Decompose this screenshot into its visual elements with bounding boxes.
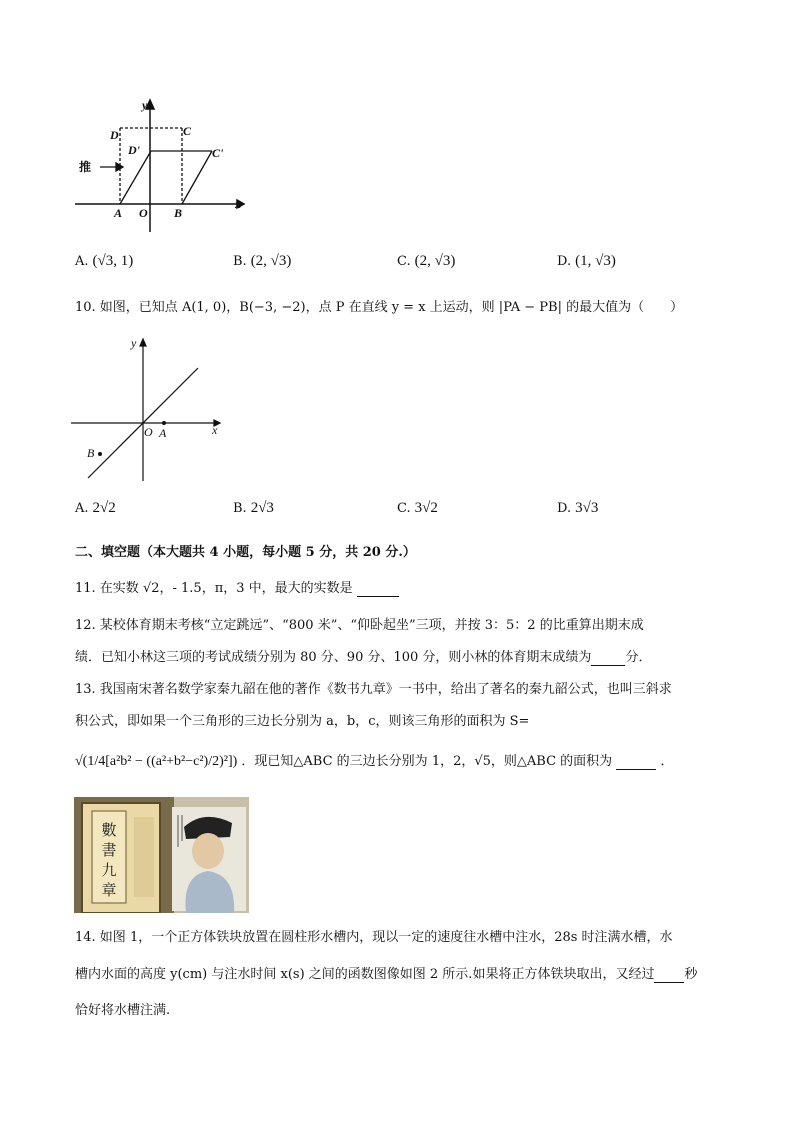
y-axis-arrow bbox=[140, 339, 146, 346]
portrait-face bbox=[192, 833, 224, 869]
book-title-char-4: 章 bbox=[101, 881, 117, 899]
book-title-char-2: 書 bbox=[101, 841, 117, 859]
label-x: x bbox=[235, 197, 241, 211]
q11-text: 11. 在实数 √2，- 1.5，π，3 中，最大的实数是 bbox=[75, 581, 353, 596]
q10-option-d[interactable]: D. 3√3 bbox=[557, 500, 599, 516]
q13-formula: √(1/4[a²b² − ((a²+b²−c²)/2)²]) bbox=[75, 754, 238, 769]
q11 bbox=[75, 577, 399, 597]
label-y: y bbox=[131, 336, 137, 350]
segment-b-cprime bbox=[182, 151, 212, 204]
q14-line1: 14. 如图 1，一个正方体铁块放置在圆柱形水槽内，现以一定的速度往水槽中注水，28s 时注满水槽，水 bbox=[75, 930, 673, 945]
book-title-char-3: 九 bbox=[101, 861, 117, 879]
label-b: B bbox=[87, 446, 95, 460]
q13-answer-blank[interactable] bbox=[616, 754, 656, 770]
label-x: x bbox=[212, 423, 218, 437]
q12-line2: 绩．已知小林这三项的考试成绩分别为 80 分、90 分、100 分，则小林的体育期末成绩为 分． bbox=[75, 650, 652, 665]
q10-stem: 10. 如图，已知点 A(1, 0)，B(−3, −2)，点 P 在直线 y = x 上运动，则 |PA − PB| 的最大值为（ ） bbox=[75, 300, 684, 315]
q12-answer-blank[interactable] bbox=[591, 650, 625, 666]
book-title-char-1: 數 bbox=[101, 821, 117, 839]
label-o: O bbox=[139, 206, 148, 220]
q14-line3: 恰好将水槽注满. bbox=[75, 1003, 171, 1018]
q10-option-a[interactable]: A. 2√2 bbox=[75, 500, 116, 516]
segment-ad-prime bbox=[120, 151, 151, 204]
label-c-prime: C' bbox=[212, 146, 224, 160]
q9-option-c[interactable]: C. (2, √3) bbox=[397, 253, 456, 269]
q9-option-a[interactable]: A. (√3, 1) bbox=[75, 253, 134, 269]
label-d: D bbox=[110, 128, 119, 142]
q11-answer-blank[interactable] bbox=[357, 581, 399, 597]
q12-line1: 12. 某校体育期末考核“立定跳远”、“800 米”、“仰卧起坐”三项，并按 3：5：2 的比重算出期末成 bbox=[75, 618, 644, 633]
label-o: O bbox=[144, 425, 153, 439]
label-d-prime: D' bbox=[128, 143, 140, 157]
q10-option-b[interactable]: B. 2√3 bbox=[233, 500, 274, 516]
label-a: A bbox=[114, 206, 123, 220]
coordinate-axes bbox=[75, 100, 244, 232]
q9-option-d[interactable]: D. (1, √3) bbox=[557, 253, 616, 269]
label-a: A bbox=[159, 426, 167, 440]
q14-answer-blank[interactable] bbox=[654, 967, 684, 983]
q14-line2: 槽内水面的高度 y(cm) 与注水时间 x(s) 之间的函数图像如图 2 所示.如果将正方体铁块取出，又经过 秒 bbox=[75, 967, 698, 982]
label-c: C bbox=[183, 124, 192, 138]
label-b: B bbox=[174, 206, 183, 220]
q13-line2: 积公式，即如果一个三角形的三边长分别为 a，b，c，则该三角形的面积为 S= bbox=[75, 714, 530, 729]
point-a bbox=[162, 421, 166, 425]
q9-option-b[interactable]: B. (2, √3) bbox=[233, 253, 292, 269]
q13-line1: 13. 我国南宋著名数学家秦九韶在他的著作《数书九章》一书中，给出了著名的秦九韶公式，也叫三斜求 bbox=[75, 682, 672, 697]
q10-figure bbox=[68, 336, 228, 486]
q13-line3: √(1/4[a²b² − ((a²+b²−c²)/2)²]) ．现已知△ABC 的三边长分别为 1，2，√5，则△ABC 的面积为 ． bbox=[75, 754, 674, 769]
push-label: 推 bbox=[79, 160, 92, 174]
q10-option-c[interactable]: C. 3√2 bbox=[397, 500, 438, 516]
q9-figure bbox=[72, 95, 252, 240]
qin-jiushao-photo bbox=[74, 797, 249, 913]
label-y: y bbox=[142, 98, 148, 112]
section-heading-fill-in: 二、填空题（本大题共 4 小题，每小题 5 分，共 20 分.） bbox=[75, 545, 416, 560]
point-b bbox=[98, 452, 102, 456]
